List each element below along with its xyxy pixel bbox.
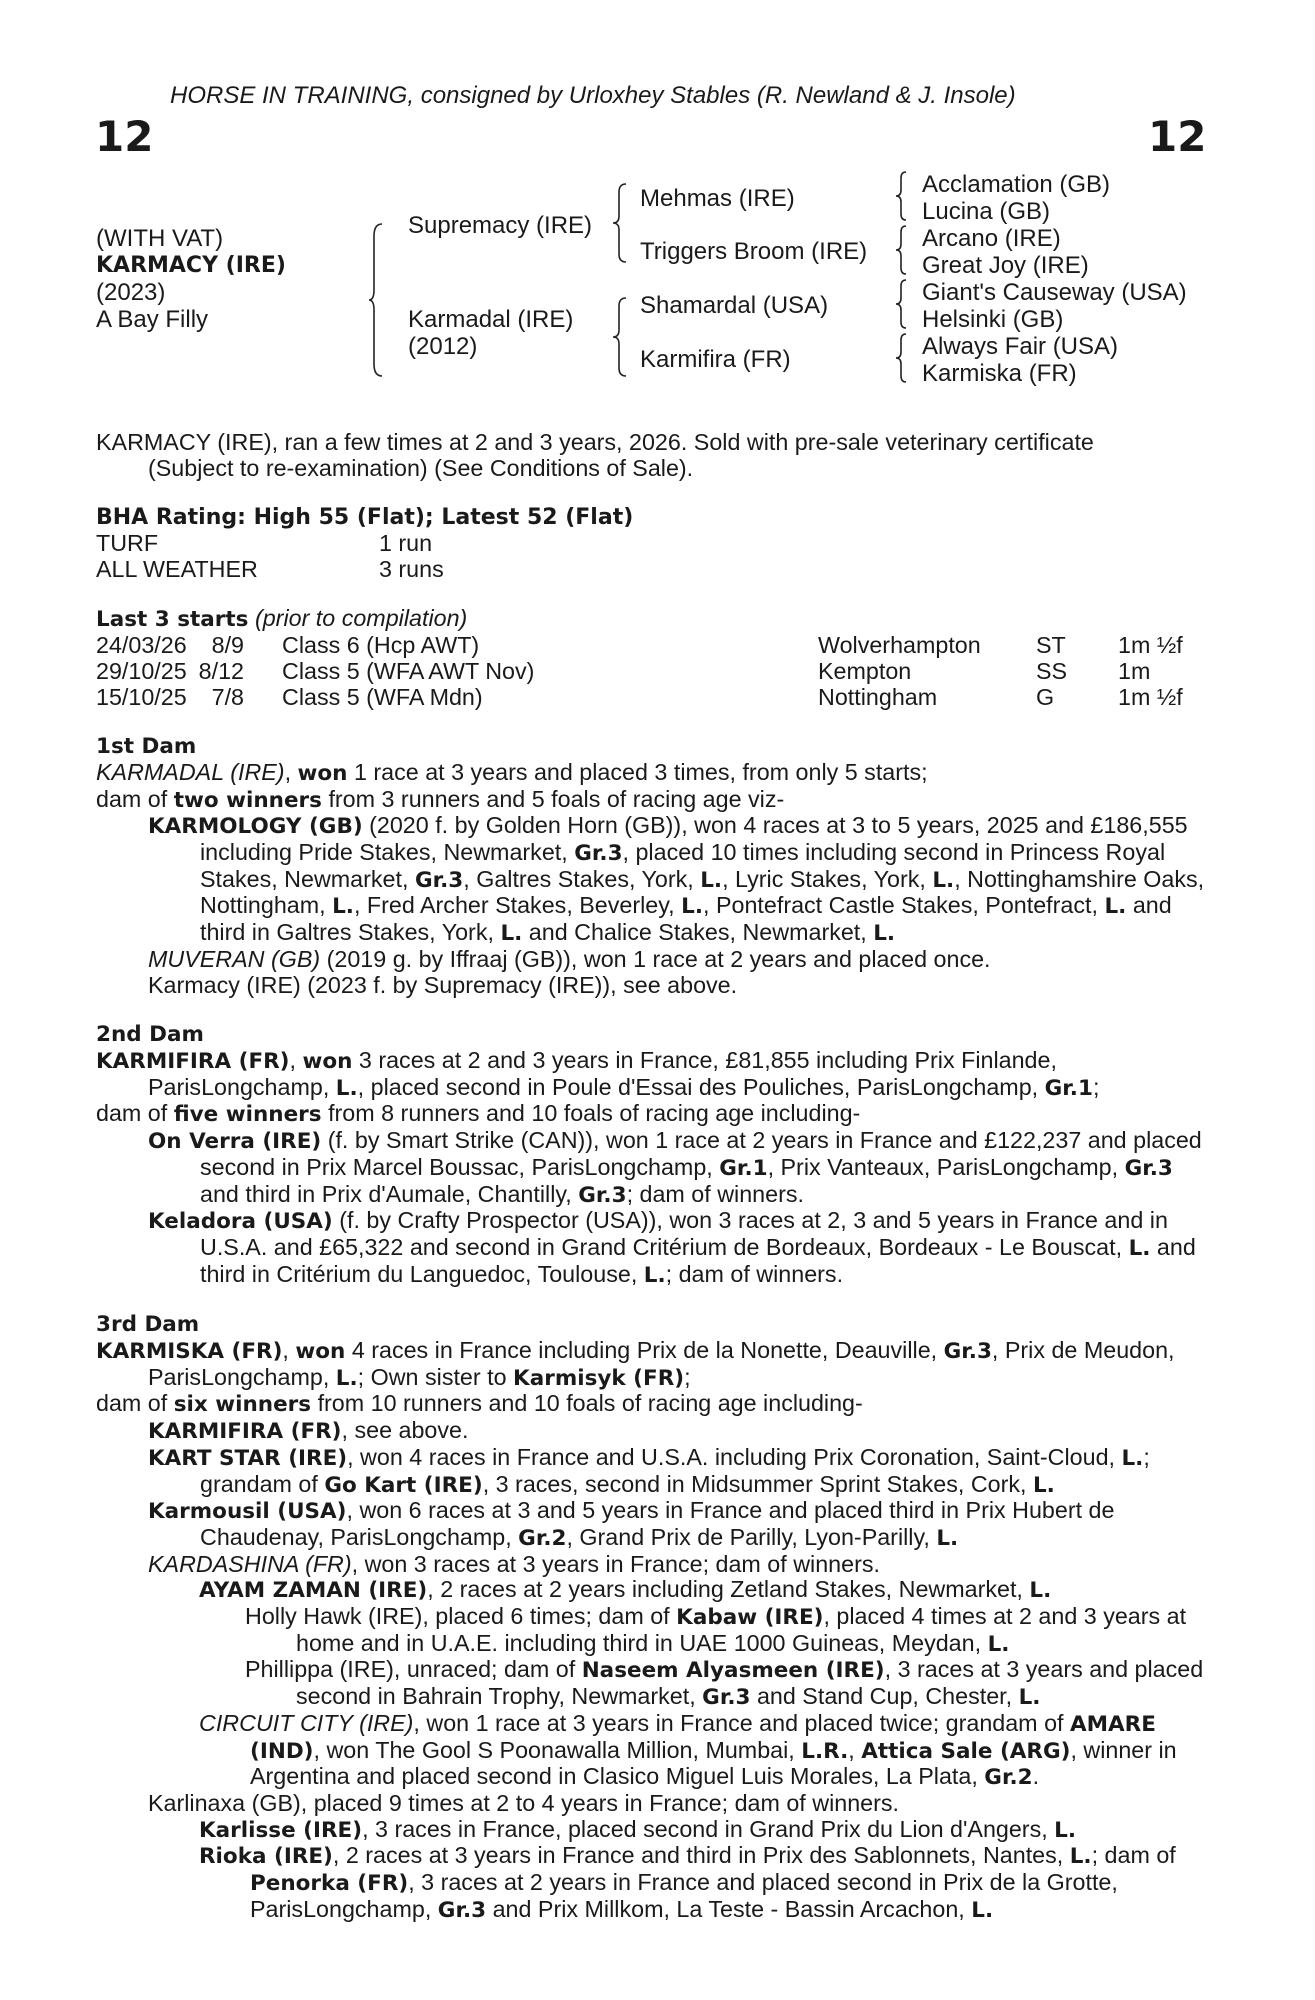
text: , placed 4 times at 2 and 3 years at home and in U.A.E. including third in UAE 1000 Guineas, Meydan, [296,1603,1187,1656]
text: , 3 races, second in Midsummer Sprint Stakes, Cork, [482,1470,1027,1497]
text: , Prix de Meudon, ParisLongchamp, [148,1337,1175,1390]
start-distance: 1m [1118,657,1151,684]
start-date: 15/10/25 [96,683,187,710]
start-class: Class 6 (Hcp AWT) [282,632,480,659]
pedigree-g3-7: Always Fair (USA) [922,333,1119,360]
text: and Stand Cup, Chester, [756,1683,1013,1710]
listed-label: L. [335,1365,358,1391]
text: , 3 races in France, placed second in Grand Prix du Lion d'Angers, [362,1815,1048,1842]
second-dam-summary: KARMIFIRA (FR), won 3 races at 2 and 3 years in France, £81,855 including Prix Finlande, ParisLongchamp, L., placed second in Poule d'Essai des Pouliches, ParisLongchamp, Gr.1; [96,1046,1100,1101]
pedigree-brace-1 [368,222,388,378]
text: dam of [96,1100,168,1127]
text: and third in Prix d'Aumale, Chantilly, [200,1180,572,1207]
text: , won The Gool S Poonawalla Million, Mumbai, [313,1736,795,1763]
intro-line-2: (Subject to re-examination) (See Conditions of Sale). [148,454,694,481]
pedigree-dam-dam: Karmifira (FR) [640,346,791,373]
start-class: Class 5 (WFA AWT Nov) [282,657,535,684]
last-starts-title: Last 3 starts [96,607,249,633]
start-row [96,659,1206,685]
text: 3 races at 2 and 3 years in France, £81,855 including Prix Finlande, ParisLongchamp, [148,1046,1057,1100]
text: ; grandam of [200,1443,1150,1497]
last-starts-heading [96,606,1206,633]
listed-label: L. [500,921,523,947]
text: , winner in Argentina and placed second in Clasico Miguel Luis Morales, La Plata, [250,1736,1177,1790]
text: Holly Hawk (IRE), placed 6 times; dam of [245,1603,670,1630]
dam-name: KARMADAL (IRE) [96,758,285,785]
catalogue-body [96,430,1206,1923]
grade-label: Gr.3 [578,1182,627,1208]
listed-label: L. [1128,1235,1151,1261]
runner-name: AMARE (IND) [250,1711,1156,1764]
listed-label: L. [1054,1817,1077,1843]
winners-count: five winners [173,1102,322,1128]
text: , Nottinghamshire Oaks, Nottingham, [200,865,1205,919]
runner-name: AYAM ZAMAN (IRE) [199,1578,428,1604]
produce-phillippa [96,1657,1206,1710]
text: ; dam of winners. [665,1260,844,1287]
text: and third in Critérium du Languedoc, Toulouse, [200,1233,1196,1287]
start-going: G [1036,683,1055,710]
grade-label: Gr.3 [437,1897,487,1923]
text: Phillippa (IRE), unraced; dam of [245,1656,576,1683]
start-going: ST [1036,632,1066,659]
pedigree-sire: Supremacy (IRE) [408,212,593,239]
produce-ayam-zaman [96,1577,1206,1604]
runner-name: Attica Sale (ARG) [861,1738,1071,1764]
text: , won 3 races at 3 years in France; dam of winners. [351,1550,880,1577]
horse-description: A Bay Filly [96,306,209,333]
runner-name: MUVERAN (GB) [148,945,321,972]
listed-label: L. [936,1525,959,1551]
runner-name: Go Kart (IRE) [324,1472,483,1498]
grade-label: Gr.3 [414,867,464,893]
listed-label: L. [1069,1844,1092,1870]
runner-name: KARMOLOGY (GB) [148,814,363,840]
listed-label: L. [1032,1472,1055,1498]
pedigree-dam-year: (2012) [408,333,478,360]
pedigree-g3-3: Arcano (IRE) [922,225,1061,252]
second-dam-heading: 2nd Dam [96,1022,204,1048]
text: from 3 runners and 5 foals of racing age viz- [328,785,785,812]
listed-label: L. [873,921,896,947]
runner-name: Keladora (USA) [148,1209,333,1235]
text: ; dam of winners. [626,1180,804,1207]
runner-name: Rioka (IRE) [199,1844,333,1870]
rating-surface: TURF [96,530,159,557]
text: , 3 races at 3 years and placed second in Bahrain Trophy, Newmarket, [296,1656,1204,1710]
start-date: 24/03/26 [96,632,187,659]
grade-label: Gr.1 [719,1155,768,1181]
grade-label: Gr.3 [574,841,623,867]
produce-karlisse [96,1817,1206,1844]
produce-keladora [96,1208,1206,1288]
listed-label: L. [932,867,955,893]
dam-name: KARMIFIRA (FR) [96,1048,290,1074]
first-dam-heading: 1st Dam [96,734,197,760]
third-dam-produce [96,1391,1206,1418]
produce-circuit-city: CIRCUIT CITY (IRE), won 1 race at 3 years in France and placed twice; grandam of AMARE (IND), won The Gool S Poonawalla Million, Mumbai, L.R., Attica Sale (ARG), winner in Argentina and placed second in Clasico Miguel Luis Morales, La Plata, Gr.2. [199,1709,1177,1791]
runner-name: Karmousil (USA) [148,1499,347,1525]
runner-name: Kabaw (IRE) [676,1605,824,1631]
text: (2020 f. by Golden Horn (GB)), won 4 races at 3 to 5 years, 2025 and £186,555 including Pride Stakes, Newmarket, [200,812,1188,866]
won-label: won [302,1048,353,1074]
produce-kardashina [96,1552,1206,1578]
text: and Chalice Stakes, Newmarket, [528,919,867,946]
text: (2019 g. by Iffraaj (GB)), won 1 race at 2 years and placed once. [326,945,991,972]
text: , 3 races at 2 years in France and placed second in Prix de la Grotte, ParisLongchamp, [250,1869,1118,1922]
third-dam-summary: KARMISKA (FR), won 4 races in France including Prix de la Nonette, Deauville, Gr.3, Prix de Meudon, ParisLongchamp, L.; Own sister to Karmisyk (FR); [96,1337,1175,1391]
produce-karlinaxa: Karlinaxa (GB), placed 9 times at 2 to 4 years in France; dam of winners. [148,1789,900,1816]
start-going: SS [1036,657,1068,684]
rating-runs: 3 runs [379,555,444,582]
grade-label: Gr.2 [518,1525,567,1551]
text: ; Own sister to [357,1363,507,1390]
text: dam of [96,785,168,812]
start-row [96,685,1206,711]
start-distance: 1m ½f [1118,632,1183,659]
rating-row-all-weather [96,557,1206,583]
second-dam-produce [96,1101,1206,1128]
pedigree-g3-1: Acclamation (GB) [922,171,1111,198]
dam-name: KARMISKA (FR) [96,1339,283,1365]
text: , Grand Prix de Parilly, Lyon-Parilly, [566,1523,930,1550]
text: 4 races in France including Prix de la Nonette, Deauville, [351,1337,938,1364]
pedigree-brace-g3-1 [894,170,912,222]
listed-label: L. [1029,1578,1052,1604]
text: , Pontefract Castle Stakes, Pontefract, [703,892,1098,919]
pedigree-brace-dam [612,296,632,378]
pedigree-sire-sire: Mehmas (IRE) [640,185,795,212]
runner-name: On Verra (IRE) [148,1129,322,1155]
pedigree-g3-2: Lucina (GB) [922,198,1051,225]
listed-label: L. [1018,1685,1041,1711]
start-position: 7/8 [211,683,244,710]
winners-count: two winners [173,787,322,813]
grade-label: Gr.2 [984,1765,1033,1791]
runner-name: Karlisse (IRE) [199,1817,363,1843]
bha-rating: BHA Rating: High 55 (Flat); Latest 52 (Flat) [96,505,634,531]
text: from 10 runners and 10 foals of racing age including- [317,1390,863,1417]
listed-label: L. [335,1075,358,1101]
start-position: 8/9 [211,632,244,659]
produce-holly-hawk [96,1604,1206,1657]
text: , Fred Archer Stakes, Beverley, [353,892,675,919]
produce-rioka [96,1843,1206,1923]
start-date: 29/10/25 [96,657,187,684]
text: , won 1 race at 3 years in France and placed twice; grandam of [413,1709,1064,1736]
text: (f. by Smart Strike (CAN)), won 1 race at 2 years in France and £122,237 and placed second in Prix Marcel Boussac, ParisLongchamp, [200,1127,1202,1180]
pedigree-brace-g3-3 [894,278,912,330]
produce-muveran [96,947,1206,973]
text: from 8 runners and 10 foals of racing age including- [328,1100,861,1127]
horse-year: (2023) [96,279,166,306]
text: (f. by Crafty Prospector (USA)), won 3 races at 2, 3 and 5 years in France and in U.S.A. and £65,322 and second in Grand Critérium de Bordeaux, Bordeaux - Le Bouscat, [200,1207,1168,1260]
first-dam-produce [96,787,1206,814]
start-course: Wolverhampton [818,632,981,659]
horse-name: KARMACY (IRE) [96,253,286,278]
won-label: won [297,760,348,786]
produce-on-verra [96,1128,1206,1208]
runner-name: Naseem Alyasmeen (IRE) [581,1658,885,1684]
listed-label: L. [1104,894,1127,920]
sister-name: Karmisyk (FR) [513,1365,685,1391]
listed-label: L. [700,867,723,893]
text: , 2 races at 2 years including Zetland Stakes, Newmarket, [427,1576,1023,1603]
third-dam-heading: 3rd Dam [96,1312,200,1338]
grade-label: Gr.3 [943,1339,992,1365]
text: , Galtres Stakes, York, [463,865,694,892]
horse-identity [96,225,286,333]
lot-number-right: 12 [1148,112,1207,161]
text: dam of [96,1390,168,1417]
text: and third in Galtres Stakes, York, [200,892,1172,946]
intro-text [96,430,1206,481]
start-course: Kempton [818,657,912,684]
text: , won 4 races in France and U.S.A. including Prix Coronation, Saint-Cloud, [347,1443,1115,1470]
text: ; dam of [1091,1842,1176,1869]
produce-kart-star [96,1445,1206,1498]
text: , 2 races at 3 years in France and third in Prix des Sablonnets, Nantes, [332,1842,1064,1869]
lot-number-left: 12 [95,112,154,161]
text: , Prix Vanteaux, ParisLongchamp, [767,1153,1119,1180]
grade-label: Gr.3 [1124,1155,1173,1181]
pedigree-dam: Karmadal (IRE) [408,306,574,333]
intro-line-1: KARMACY (IRE), ran a few times at 2 and 3 years, 2026. Sold with pre-sale veterinary certificate [96,429,1094,455]
text: , placed second in Poule d'Essai des Pouliches, ParisLongchamp, [357,1073,1039,1100]
listed-label: L. [987,1631,1010,1657]
listed-label: L. [1121,1445,1144,1471]
runner-name: Penorka (FR) [250,1871,409,1897]
runner-name: KARMIFIRA (FR) [148,1419,342,1445]
grade-label: Gr.1 [1044,1075,1093,1101]
pedigree-g3-8: Karmiska (FR) [922,360,1077,387]
runner-name: CIRCUIT CITY (IRE) [199,1709,414,1736]
grade-label: Gr.3 [702,1685,751,1711]
first-dam-summary: KARMADAL (IRE), won 1 race at 3 years and placed 3 times, from only 5 starts; [96,758,928,786]
text: , Lyric Stakes, York, [722,865,926,892]
pedigree-g3-4: Great Joy (IRE) [922,252,1089,279]
won-label: won [295,1339,346,1365]
winners-count: six winners [173,1392,312,1418]
dam-record: 1 race at 3 years and placed 3 times, from only 5 starts; [353,758,928,785]
last-starts-table [96,633,1206,710]
start-class: Class 5 (WFA Mdn) [282,683,483,710]
pedigree-g3-6: Helsinki (GB) [922,306,1064,333]
listed-label: L. [971,1897,994,1923]
pedigree-brace-g3-2 [894,224,912,276]
rating-row-turf [96,531,1206,557]
start-course: Nottingham [818,683,938,710]
pedigree-brace-sire [612,182,632,264]
pedigree-dam-sire: Shamardal (USA) [640,292,829,319]
catalogue-header: HORSE IN TRAINING, consigned by Urloxhey Stables (R. Newland & J. Insole) [170,82,1016,109]
listed-label: L. [643,1262,666,1288]
produce-karmacy: Karmacy (IRE) (2023 f. by Supremacy (IRE)), see above. [148,971,738,998]
vat-note: (WITH VAT) [96,225,224,252]
pedigree-sire-dam: Triggers Broom (IRE) [640,238,868,265]
pedigree-brace-g3-4 [894,332,912,384]
rating-surface: ALL WEATHER [96,555,258,582]
text: , placed 10 times including second in Princess Royal Stakes, Newmarket, [200,839,1166,892]
produce-karmousil [96,1498,1206,1551]
listed-label: L.R. [801,1738,849,1764]
start-row [96,633,1206,659]
produce-karmology [96,813,1206,947]
start-position: 8/12 [198,657,244,684]
start-distance: 1m ½f [1118,683,1183,710]
text: , see above. [341,1417,469,1444]
listed-label: L. [681,894,704,920]
rating-runs: 1 run [379,530,433,557]
listed-label: L. [332,894,354,920]
last-starts-note: (prior to compilation) [254,605,468,632]
text: and Prix Millkom, La Teste - Bassin Arcachon, [492,1895,965,1922]
runner-name: KART STAR (IRE) [148,1445,348,1471]
pedigree-g3-5: Giant's Causeway (USA) [922,279,1187,306]
produce-karmifira [96,1418,1206,1445]
runner-name: KARDASHINA (FR) [148,1550,352,1577]
text: , won 6 races at 3 and 5 years in France and placed third in Prix Hubert de Chaudenay, ParisLongchamp, [200,1497,1115,1550]
